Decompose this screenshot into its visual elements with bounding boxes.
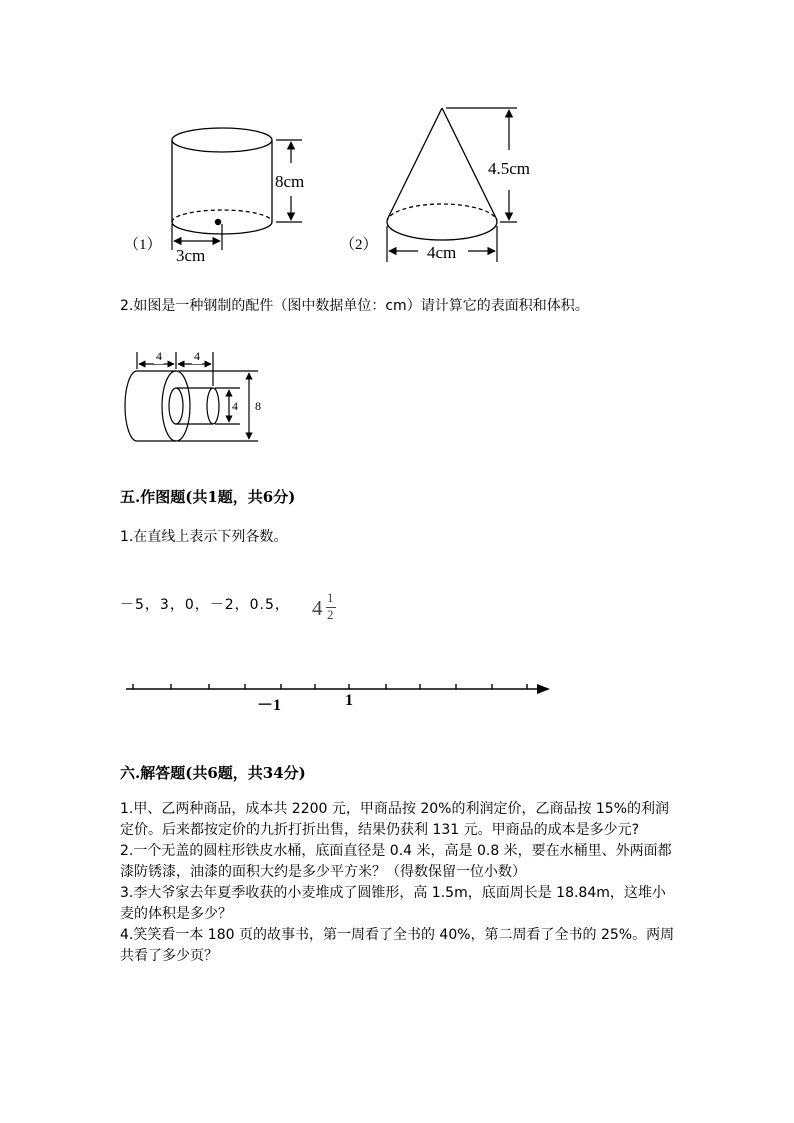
cylinder-figure [172, 128, 272, 234]
part-dim-length-a: 4 [156, 349, 162, 363]
section-6-title: 六.解答题(共6题，共34分) [120, 764, 306, 782]
mixed-number-whole: 4 [312, 596, 323, 620]
cone-height-label: 4.5cm [488, 159, 531, 178]
section-6-problems [120, 799, 675, 967]
cylinder-height-label: 8cm [275, 172, 305, 191]
section-5-question-1: 1.在直线上表示下列各数。 [120, 529, 288, 545]
number-line-label-negative-one: －1 [257, 697, 282, 714]
number-line[interactable] [120, 676, 560, 700]
problem-1: 1.甲、乙两种商品，成本共 2200 元，甲商品按 20%的利润定价，乙商品按 15%的利润定价。后来都按定价的九折打折出售，结果仍获利 131 元。甲商品的成本是多少元? [120, 801, 670, 838]
mixed-number-denominator: 2 [327, 607, 334, 622]
number-line-label-one: 1 [345, 692, 353, 709]
problem-3: 3.李大爷家去年夏季收获的小麦堆成了圆锥形，高 1.5m，底面周长是 18.84m，这堆小麦的体积是多少？ [120, 885, 666, 922]
cone-diameter-label: 4cm [427, 243, 457, 262]
problem-2: 2.一个无盖的圆柱形铁皮水桶，底面直径是 0.4 米，高是 0.8 米，要在水桶里、外两面都漆防锈漆，油漆的面积大约是多少平方米？（得数保留一位小数） [120, 843, 672, 880]
part-dim-length-b: 4 [194, 349, 200, 363]
part-dim-inner-diameter: 4 [232, 399, 238, 413]
mixed-number-numerator: 1 [327, 590, 334, 605]
cone-figure-label: （2） [340, 237, 378, 253]
cylinder-figure-label: （1） [124, 237, 162, 253]
cone-figure [387, 108, 497, 240]
question-2-text: 2.如图是一种钢制的配件（图中数据单位：cm）请计算它的表面积和体积。 [120, 298, 589, 314]
section-5-title: 五.作图题(共1题，共6分) [120, 488, 296, 506]
figures-top [0, 0, 794, 280]
numbers-to-plot: －5，3，0，－2，0.5， [120, 597, 290, 613]
part-dim-outer-diameter: 8 [255, 399, 261, 413]
problem-4: 4.笑笑看一本 180 页的故事书，第一周看了全书的 40%，第二周看了全书的 25%。两周共看了多少页？ [120, 927, 675, 964]
cylinder-diameter-label: 3cm [176, 246, 206, 265]
